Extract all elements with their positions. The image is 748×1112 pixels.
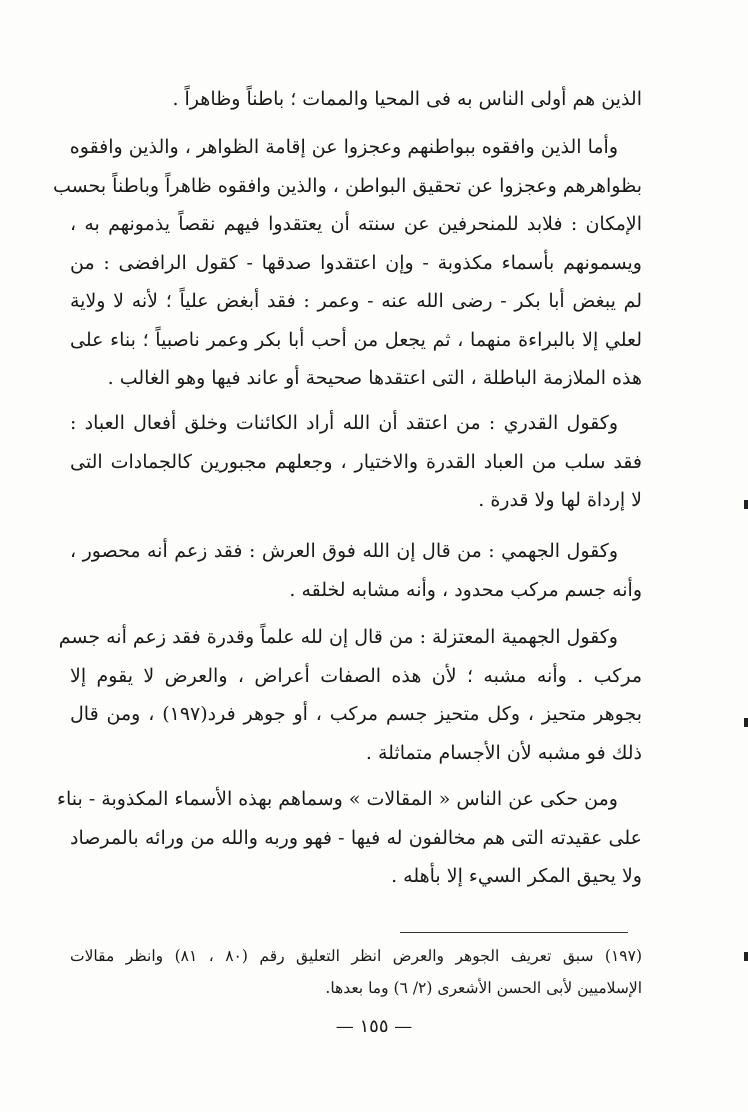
text-line: بجوهر متحيز ، وكل متحيز جسم مركب ، أو جوهر فرد(١٩٧) ، ومن قال xyxy=(70,703,642,725)
text-line: ذلك فو مشبه لأن الأجسام متماثلة . xyxy=(365,741,642,764)
text-line: ويسمونهم بأسماء مكذوبة - وإن اعتقدوا صدقها - كقول الرافضى : من xyxy=(70,251,642,274)
text-line: لا إرداة لها ولا قدرة . xyxy=(478,489,642,511)
text-line: على عقيدته التى هم مخالفون له فيها - فهو وربه والله من ورائه بالمرصاد xyxy=(70,826,642,849)
paragraph-6 xyxy=(57,780,642,896)
text-line: فقد سلب من العباد القدرة والاختيار ، وجعلهم مجبورين كالجمادات التى xyxy=(70,450,642,473)
page-number: — ١٥٥ — xyxy=(335,1016,413,1037)
text-line: وكقول الجهمي : من قال إن الله فوق العرش : فقد زعم أنه محصور ، xyxy=(70,540,618,562)
footnote xyxy=(70,940,642,1004)
footnote-line: الإسلاميين لأبى الحسن الأشعرى (٢/ ٦) وما بعدها. xyxy=(325,979,642,997)
text-line: الإمكان : فلابد للمنحرفين عن سنته أن يعتقدوا فيهم نقصاً يذمونهم به ، xyxy=(70,213,642,235)
paragraph-4 xyxy=(70,532,642,609)
scan-edge-mark xyxy=(744,718,748,727)
scan-edge-mark xyxy=(744,952,748,961)
text-line: وأنه جسم مركب محدود ، وأنه مشابه لخلقه . xyxy=(289,578,642,601)
footnote-line: (١٩٧) سبق تعريف الجوهر والعرض انظر التعليق رقم (٨٠ ، ٨١) وانظر مقالات xyxy=(70,947,643,965)
text-line: مركب . وأنه مشبه ؛ لأن هذه الصفات أعراض ، والعرض لا يقوم إلا xyxy=(70,664,642,687)
text-line: هذه الملازمة الباطلة ، التى اعتقدها صحيحة أو عاند فيها وهو الغالب . xyxy=(107,367,642,389)
text-line: الذين هم أولى الناس به فى المحيا والممات ؛ باطناً وظاهراً . xyxy=(172,88,642,110)
paragraph-3 xyxy=(70,404,642,520)
footnote-divider xyxy=(400,932,628,933)
text-line: وكقول القدري : من اعتقد أن الله أراد الكائنات وخلق أفعال العباد : xyxy=(70,412,618,434)
text-line: وكقول الجهمية المعتزلة : من قال إن لله علماً وقدرة فقد زعم أنه جسم xyxy=(58,626,618,648)
text-line: بظواهرهم وعجزوا عن تحقيق البواطن ، والذين وافقوه ظاهراً وباطناً بحسب xyxy=(52,174,642,197)
text-line: لم يبغض أبا بكر - رضى الله عنه - وعمر : فقد أبغض علياً ؛ لأنه لا ولاية xyxy=(70,290,642,312)
paragraph-2 xyxy=(52,128,642,398)
text-line: ومن حكى عن الناس « المقالات » وسماهم بهذه الأسماء المكذوبة - بناء xyxy=(57,788,618,810)
text-line: وأما الذين وافقوه ببواطنهم وعجزوا عن إقامة الظواهر ، والذين وافقوه xyxy=(69,136,618,158)
paragraph-5 xyxy=(58,618,642,772)
text-line: ولا يحيق المكر السيء إلا بأهله . xyxy=(391,865,642,887)
scan-edge-mark xyxy=(744,500,748,509)
text-line: لعلي إلا بالبراءة منهما ، ثم يجعل من أحب أبا بكر وعمر ناصبياً ؛ بناء على xyxy=(70,328,642,351)
paragraph-1 xyxy=(70,80,642,119)
